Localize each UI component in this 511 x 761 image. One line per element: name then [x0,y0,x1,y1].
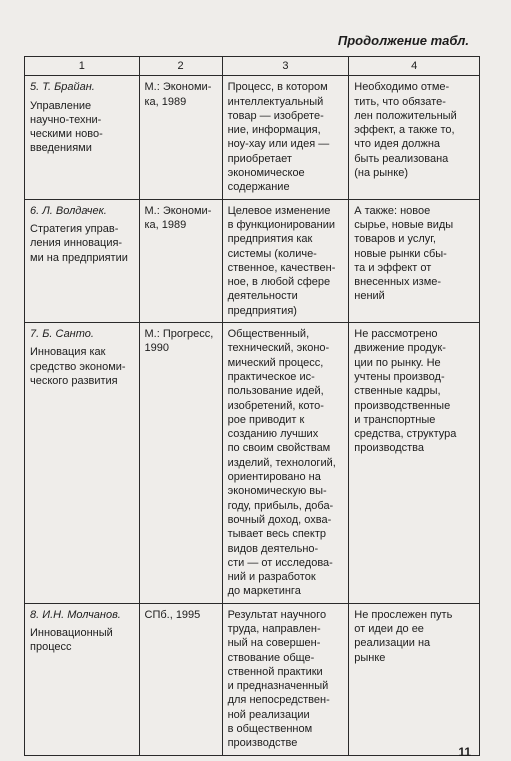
author-name: 6. Л. Волдачек. [30,204,107,217]
definition-line: приобретает [227,152,292,165]
work-title-line: средство экономи- [30,360,126,373]
definition-line: изобретений, кото- [227,399,324,412]
cell-comment [349,603,480,755]
definition-line: предприятия как [227,233,313,246]
source-line: 1990 [144,342,169,355]
definition-line: ное, в любой сфере [227,276,331,289]
table-row [25,603,480,755]
definition-line: мический процесс, [227,356,324,369]
definition-line: вочный доход, охва- [227,513,332,526]
definition-line: Целевое изменение [227,204,331,217]
work-title-line: Инновация как [30,346,106,359]
cell-source [139,76,222,199]
definition-line: ственной практики [227,665,323,678]
source-line: М.: Экономи- [144,204,212,217]
definition-line: тывает весь спектр [227,528,327,541]
definition-line: ной реализации [227,708,310,721]
source-line: ка, 1989 [144,95,187,108]
work-title-line: Управление [30,99,92,112]
definition-line: пользование идей, [227,385,324,398]
comment-line: лен положительный [354,109,457,122]
definition-line: ный на совершен- [227,637,321,650]
definition-line: созданию лучших [227,428,319,441]
comment-line: производственные [354,399,451,412]
comment-line: учтены производ- [354,370,445,383]
cell-author-work [25,76,140,199]
definition-line: товар — изобрете- [227,109,324,122]
definition-line: в функционировании [227,218,336,231]
cell-definition [222,323,349,604]
definition-line: Результат научного [227,608,327,621]
definition-line: практическое ис- [227,370,315,383]
comment-line: Не прослежен путь [354,608,453,621]
definition-line: предприятия) [227,304,297,317]
definition-line: рое приводит к [227,413,305,426]
comment-line: та и эффект от [354,261,432,274]
comment-line: сырье, новые виды [354,218,454,231]
work-title-line: ческого развития [30,374,118,387]
comment-line: от идеи до ее [354,622,424,635]
source-line: ка, 1989 [144,218,187,231]
definition-line: ние, информация, [227,124,321,137]
cell-definition [222,76,349,199]
comment-line: производства [354,442,425,455]
definition-line: Процесс, в котором [227,81,328,94]
definition-line: ноу-хау или идея — [227,138,330,151]
definition-line: по своим свойствам [227,442,331,455]
cell-author-work [25,323,140,604]
cell-definition [222,199,349,322]
cell-source [139,199,222,322]
table-row [25,199,480,322]
author-name: 7. Б. Санто. [30,328,94,341]
cell-author-work [25,199,140,322]
definitions-table [24,56,480,756]
definition-line: технический, эконо- [227,342,330,355]
definition-line: содержание [227,181,290,194]
comment-line: тить, что обязате- [354,95,446,108]
definition-line: изделий, технологий, [227,456,336,469]
author-name: 8. И.Н. Молчанов. [30,608,121,621]
definition-line: и предназначенный [227,680,329,693]
definition-line: в общественном [227,723,313,736]
column-header: 1 [25,57,140,76]
definition-line: Общественный, [227,328,310,341]
column-number-row [25,57,480,76]
comment-line: реализации на [354,637,431,650]
work-title-line: процесс [30,641,72,654]
definition-line: ствование обще- [227,651,315,664]
comment-line: новые рынки сбы- [354,247,447,260]
definition-line: интеллектуальный [227,95,324,108]
work-title-line: ми на предприятии [30,251,128,264]
work-title-line: научно-техни- [30,113,102,126]
page-number: 11 [458,745,471,759]
definition-line: ственное, качествен- [227,261,336,274]
source-line: М.: Экономи- [144,81,212,94]
source-line: М.: Прогресс, [144,328,214,341]
definition-line: ний и разработок [227,571,316,584]
definition-line: для непосредствен- [227,694,330,707]
definition-line: ориентировано на [227,471,321,484]
work-title-line: ления инновация- [30,237,123,250]
definition-line: сти — от исследова- [227,556,333,569]
column-header: 3 [222,57,349,76]
comment-line: движение продук- [354,342,446,355]
column-header: 2 [139,57,222,76]
cell-source [139,323,222,604]
work-title-line: Стратегия управ- [30,222,119,235]
cell-source [139,603,222,755]
cell-author-work [25,603,140,755]
comment-line: эффект, а также то, [354,124,455,137]
comment-line: и транспортные [354,413,436,426]
definition-line: экономическое [227,167,305,180]
comment-line: внесенных изме- [354,276,442,289]
author-name: 5. Т. Брайан. [30,81,95,94]
definition-line: видов деятельно- [227,542,319,555]
page-header: Продолжение табл. [337,33,469,48]
definition-line: до маркетинга [227,585,301,598]
cell-definition [222,603,349,755]
cell-comment [349,76,480,199]
comment-line: Не рассмотрено [354,328,438,341]
definition-line: производстве [227,737,298,750]
cell-comment [349,199,480,322]
definition-line: системы (количе- [227,247,317,260]
comment-line: ственные кадры, [354,385,441,398]
definition-line: деятельности [227,290,298,303]
comment-line: (на рынке) [354,167,408,180]
work-title-line: введениями [30,142,92,155]
source-line: СПб., 1995 [144,608,201,621]
definition-line: труда, направлен- [227,622,321,635]
comment-line: средства, структура [354,428,457,441]
comment-line: нений [354,290,385,303]
work-title-line: Инновационный [30,626,113,639]
comment-line: рынке [354,651,386,664]
work-title-line: ческими ново- [30,128,103,141]
comment-line: Необходимо отме- [354,81,450,94]
definition-line: экономическую вы- [227,485,327,498]
comment-line: А также: новое [354,204,431,217]
cell-comment [349,323,480,604]
comment-line: ции по рынку. Не [354,356,441,369]
definition-line: году, прибыль, доба- [227,499,334,512]
comment-line: что идея должна [354,138,441,151]
column-header: 4 [349,57,480,76]
table-row [25,76,480,199]
table-row [25,323,480,604]
comment-line: товаров и услуг, [354,233,436,246]
comment-line: быть реализована [354,152,449,165]
